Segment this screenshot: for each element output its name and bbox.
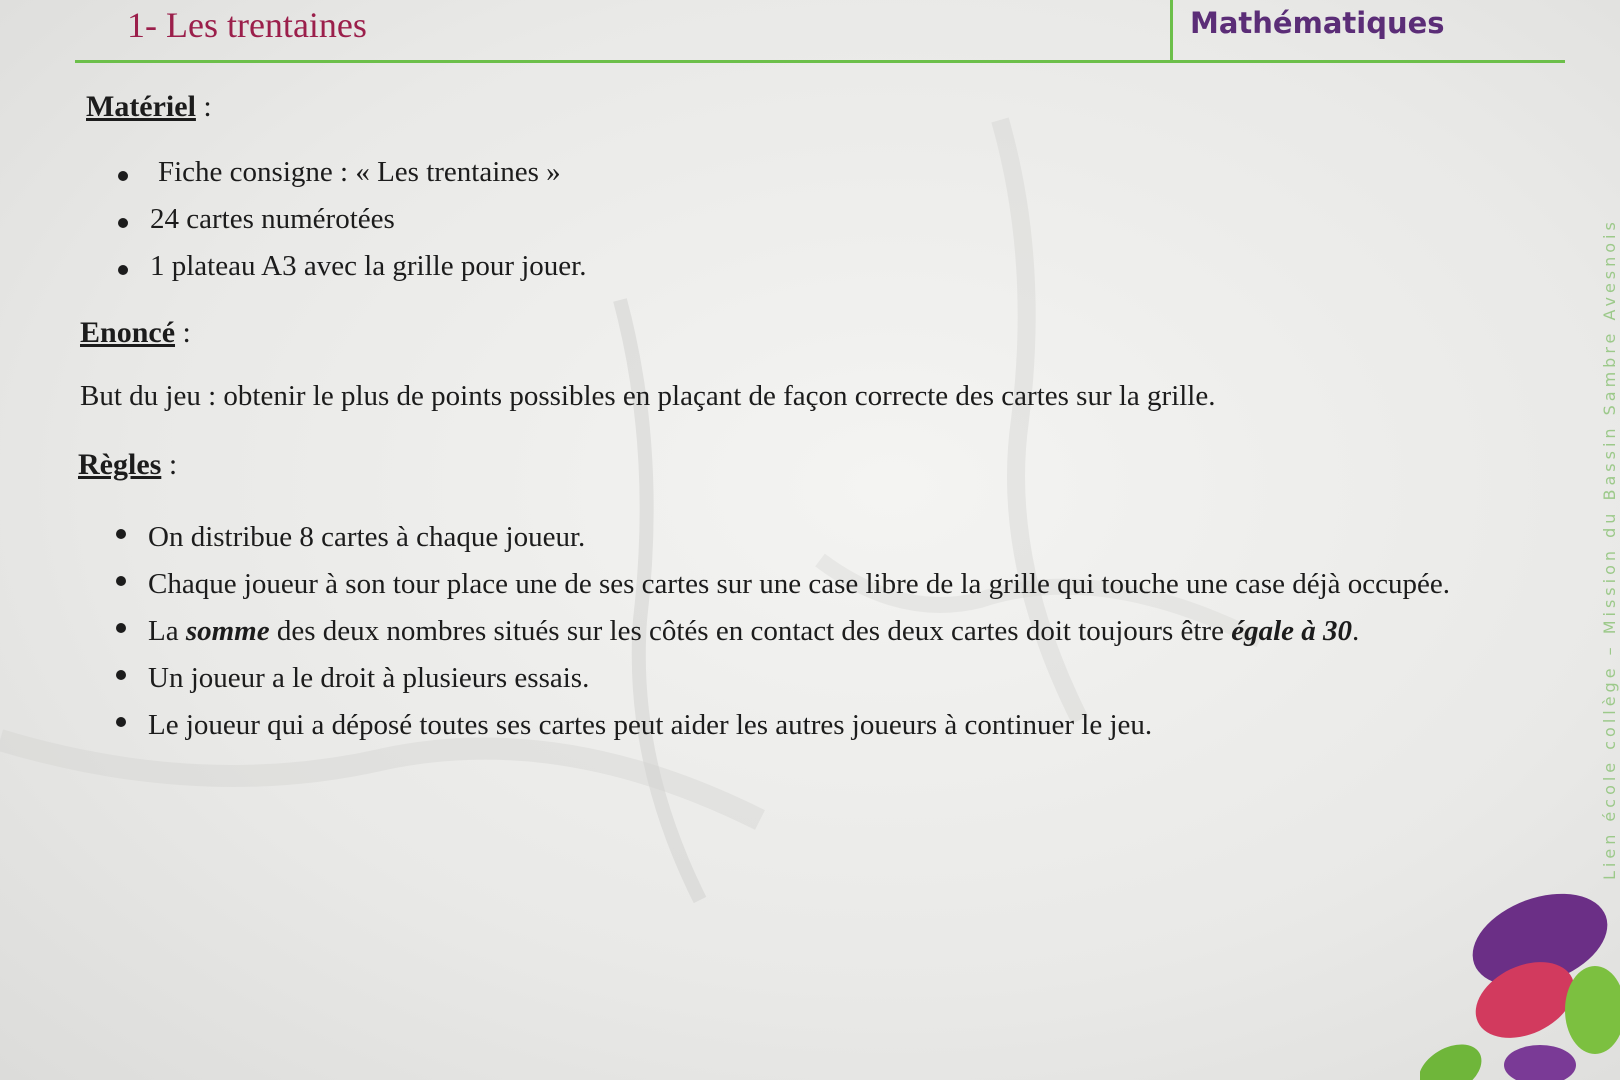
enonce-text: But du jeu : obtenir le plus de points possibles en plaçant de façon correcte des cartes sur la grille.: [80, 380, 1216, 412]
list-item: Chaque joueur à son tour place une de ses cartes sur une case libre de la grille qui touche une case déjà occupée.: [116, 561, 1536, 608]
materiel-heading-colon: :: [203, 90, 212, 123]
list-item: 1 plateau A3 avec la grille pour jouer.: [118, 250, 586, 297]
bullet-icon: [118, 171, 128, 181]
bullet-icon: [116, 670, 126, 680]
regles-heading: [78, 448, 177, 482]
list-item: Fiche consigne : « Les trentaines »: [118, 156, 586, 203]
list-item: Un joueur a le droit à plusieurs essais.: [116, 655, 1536, 702]
bullet-icon: [116, 623, 126, 633]
bullet-icon: [118, 265, 128, 275]
enonce-heading-colon: :: [182, 316, 191, 349]
materiel-list: [118, 156, 586, 297]
header-divider: [1170, 0, 1173, 60]
emphasis-egale: égale à 30: [1231, 615, 1353, 647]
materiel-heading-text: Matériel: [86, 90, 196, 123]
page-title: 1- Les trentaines: [127, 5, 367, 45]
regles-heading-colon: :: [168, 448, 178, 481]
subject-label: Mathématiques: [1190, 6, 1445, 40]
list-item: Le joueur qui a déposé toutes ses cartes peut aider les autres joueurs à continuer le jeu.: [116, 702, 1536, 749]
bullet-icon: [118, 218, 128, 228]
regles-heading-text: Règles: [78, 448, 162, 481]
colorful-logo-icon: [1420, 880, 1620, 1080]
bullet-icon: [116, 576, 126, 586]
bullet-icon: [116, 529, 126, 539]
regles-list: [116, 514, 1536, 749]
emphasis-somme: somme: [185, 615, 270, 647]
side-vertical-text: Lien école collège – Mission du Bassin Sambre Avesnois: [1600, 218, 1619, 880]
list-item: La somme des deux nombres situés sur les côtés en contact des deux cartes doit toujours être égale à 30.: [116, 608, 1536, 655]
enonce-heading: [80, 316, 191, 350]
bullet-icon: [116, 717, 126, 727]
materiel-heading: [86, 90, 212, 124]
page-header: [75, 0, 1565, 63]
enonce-heading-text: Enoncé: [80, 316, 176, 349]
list-item: 24 cartes numérotées: [118, 203, 586, 250]
list-item: On distribue 8 cartes à chaque joueur.: [116, 514, 1536, 561]
